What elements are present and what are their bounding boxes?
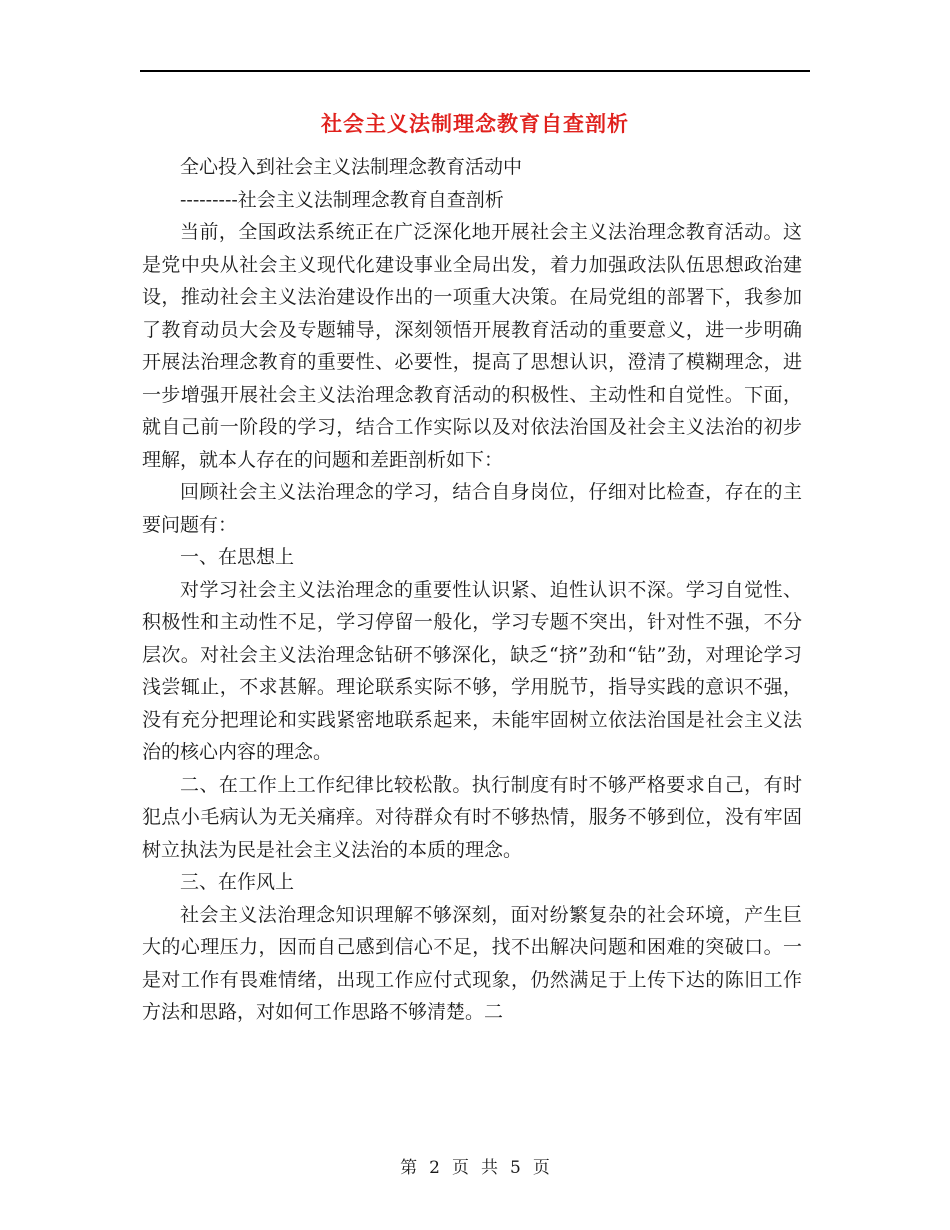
paragraph: 二、在工作上工作纪律比较松散。执行制度有时不够严格要求自己，有时犯点小毛病认为无关痛痒。对待群众有时不够热情，服务不够到位，没有牢固树立执法为民是社会主义法治的本质的理念。 (142, 773, 802, 861)
total-unit: 页 (532, 1158, 550, 1178)
paragraph: 社会主义法治理念知识理解不够深刻，面对纷繁复杂的社会环境，产生巨大的心理压力，因而自己感到信心不足，找不出解决问题和困难的突破口。一是对工作有畏难情绪，出现工作应付式现象，仍然满足于上传下达的陈旧工作方法和思路，对如何工作思路不够清楚。二 (142, 903, 802, 1023)
header-rule (140, 70, 810, 72)
page-footer (0, 1153, 950, 1178)
page-prefix: 第 (400, 1158, 418, 1178)
section-heading: 三、在作风上 (180, 871, 295, 893)
paragraph: 全心投入到社会主义法制理念教育活动中 (180, 156, 523, 178)
paragraph: 对学习社会主义法治理念的重要性认识紧、迫性认识不深。学习自觉性、积极性和主动性不足，学习停留一般化，学习专题不突出，针对性不强，不分层次。对社会主义法治理念钻研不够深化，缺乏“挤”劲和“钻”劲，对理论学习浅尝辄止，不求甚解。理论联系实际不够，学用脱节，指导实践的意识不强，没有充分把理论和实践紧密地联系起来，未能牢固树立依法治国是社会主义法治的核心内容的理念。 (142, 578, 802, 763)
total-prefix: 共 (481, 1158, 498, 1178)
page-number: 2 (429, 1158, 440, 1178)
paragraph: 回顾社会主义法治理念的学习，结合自身岗位，仔细对比检查，存在的主要问题有： (142, 481, 802, 536)
document-body (142, 151, 802, 1029)
page-unit: 页 (452, 1158, 469, 1178)
total-pages: 5 (510, 1158, 521, 1178)
document-title: 社会主义法制理念教育自查剖析 (321, 112, 629, 136)
paragraph: 当前，全国政法系统正在广泛深化地开展社会主义法治理念教育活动。这是党中央从社会主义现代化建设事业全局出发，着力加强政法队伍思想政治建设，推动社会主义法治建设作出的一项重大决策。在局党组的部署下，我参加了教育动员大会及专题辅导，深刻领悟开展教育活动的重要意义，进一步明确开展法治理念教育的重要性、必要性，提高了思想认识，澄清了模糊理念，进一步增强开展社会主义法治理念教育活动的积极性、主动性和自觉性。下面，就自己前一阶段的学习，结合工作实际以及对依法治国及社会主义法治的初步理解，就本人存在的问题和差距剖析如下： (142, 221, 802, 471)
paragraph: ---------社会主义法制理念教育自查剖析 (180, 188, 504, 211)
section-heading: 一、在思想上 (180, 546, 295, 568)
